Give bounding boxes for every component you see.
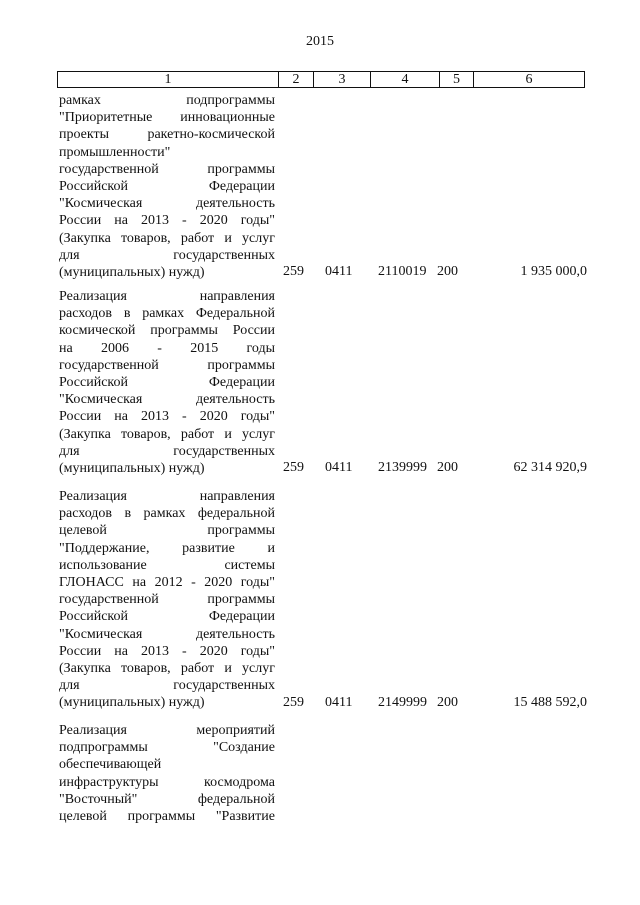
desc-line: Реализация направления — [59, 489, 275, 504]
row-description — [59, 722, 275, 825]
row-values — [59, 459, 587, 477]
desc-line: "Восточный" федеральной — [59, 791, 275, 807]
desc-line: расходов в рамках Федеральной — [59, 306, 275, 322]
cell-target: 2149999 — [378, 694, 427, 710]
cell-target: 2110019 — [378, 264, 427, 280]
table-row — [59, 722, 587, 825]
desc-line: государственной программы — [59, 592, 275, 608]
desc-line: Реализация направления — [59, 289, 275, 304]
row-description — [59, 488, 275, 712]
cell-code: 259 — [283, 264, 304, 280]
cell-amount: 62 314 920,9 — [513, 460, 587, 476]
table-header — [57, 71, 585, 88]
cell-type: 200 — [437, 694, 458, 710]
cell-section: 0411 — [325, 460, 353, 476]
table-row — [59, 92, 587, 281]
desc-line: "Космическая деятельность — [59, 196, 275, 212]
header-col-3: 3 — [314, 72, 371, 87]
desc-line: (муниципальных) нужд) — [59, 461, 205, 477]
cell-amount: 1 935 000,0 — [520, 264, 587, 280]
desc-line: "Космическая деятельность — [59, 392, 275, 408]
desc-line: "Поддержание, развитие и — [59, 540, 275, 556]
desc-line: (Закупка товаров, работ и услуг — [59, 230, 275, 246]
desc-line: "Космическая деятельность — [59, 626, 275, 642]
cell-type: 200 — [437, 460, 458, 476]
row-values — [59, 694, 587, 712]
header-col-2: 2 — [279, 72, 314, 87]
desc-line: инфраструктуры космодрома — [59, 774, 275, 790]
desc-line: целевой программы "Развитие — [59, 809, 275, 825]
desc-line: рамках подпрограммы — [59, 93, 275, 108]
desc-line: на 2006 - 2015 годы — [59, 340, 275, 356]
desc-line: для государственных — [59, 443, 275, 459]
desc-line: (муниципальных) нужд) — [59, 265, 205, 281]
row-values — [59, 263, 587, 281]
desc-line: ГЛОНАСС на 2012 - 2020 годы" — [59, 575, 275, 591]
row-description — [59, 288, 275, 477]
desc-line: для государственных — [59, 247, 275, 263]
desc-line: России на 2013 - 2020 годы" — [59, 643, 275, 659]
desc-line: промышленности" — [59, 144, 171, 160]
desc-line: целевой программы — [59, 523, 275, 539]
desc-line: (муниципальных) нужд) — [59, 695, 205, 711]
desc-line: России на 2013 - 2020 годы" — [59, 213, 275, 229]
desc-line: для государственных — [59, 678, 275, 694]
cell-target: 2139999 — [378, 460, 427, 476]
desc-line: России на 2013 - 2020 годы" — [59, 409, 275, 425]
desc-line: государственной программы — [59, 357, 275, 373]
header-col-5: 5 — [440, 72, 474, 87]
desc-line: (Закупка товаров, работ и услуг — [59, 661, 275, 677]
desc-line: обеспечивающей — [59, 757, 162, 773]
desc-line: (Закупка товаров, работ и услуг — [59, 426, 275, 442]
desc-line: использование системы — [59, 557, 275, 573]
cell-section: 0411 — [325, 694, 353, 710]
header-col-6: 6 — [525, 72, 533, 87]
desc-line: расходов в рамках федеральной — [59, 506, 275, 522]
desc-line: Российской Федерации — [59, 609, 275, 625]
table-row — [59, 288, 587, 477]
desc-line: государственной программы — [59, 161, 275, 177]
header-col-4: 4 — [371, 72, 440, 87]
cell-code: 259 — [283, 694, 304, 710]
desc-line: Российской Федерации — [59, 179, 275, 195]
page-number: 2015 — [306, 34, 334, 49]
desc-line: космической программы России — [59, 323, 275, 339]
desc-line: проекты ракетно-космической — [59, 127, 275, 143]
desc-line: Российской Федерации — [59, 375, 275, 391]
table-row — [59, 488, 587, 712]
header-col-1: 1 — [58, 72, 279, 87]
cell-type: 200 — [437, 264, 458, 280]
desc-line: "Приоритетные инновационные — [59, 110, 275, 126]
desc-line: подпрограммы "Создание — [59, 740, 275, 756]
cell-section: 0411 — [325, 264, 353, 280]
cell-code: 259 — [283, 460, 304, 476]
cell-amount: 15 488 592,0 — [513, 694, 587, 710]
row-description — [59, 92, 275, 281]
desc-line: Реализация мероприятий — [59, 723, 275, 738]
